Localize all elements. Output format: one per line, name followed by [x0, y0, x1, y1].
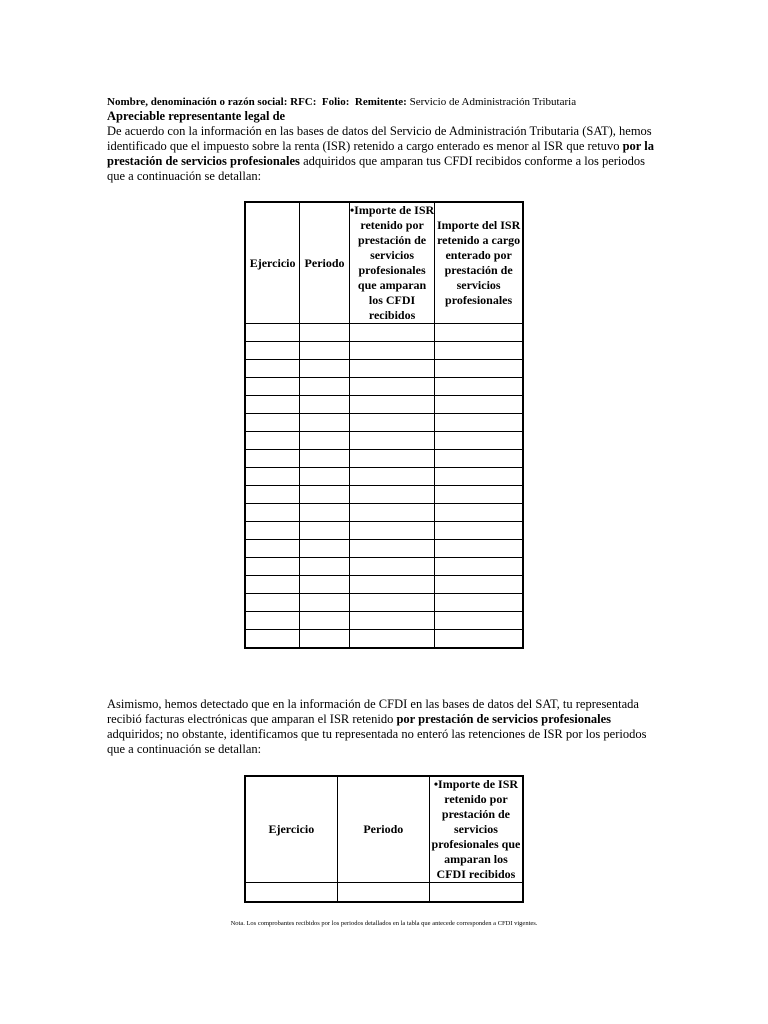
table-cell	[300, 522, 350, 540]
table-row	[245, 594, 523, 612]
col-header-periodo: Periodo	[337, 776, 429, 883]
table-cell	[245, 540, 300, 558]
table-cell	[435, 378, 523, 396]
col-header-ejercicio: Ejercicio	[245, 202, 300, 324]
table-cell	[300, 360, 350, 378]
paragraph-1-text-a: De acuerdo con la información en las bases de datos del Servicio de Administración Tributaria (SAT), hemos identificado que el impuesto sobre la renta (ISR) retenido a cargo enterado es menor al ISR que retuvo	[107, 124, 652, 153]
table-header-row	[245, 776, 523, 883]
table-cell	[245, 396, 300, 414]
table-row	[245, 378, 523, 396]
table-cell	[435, 450, 523, 468]
table-cell	[245, 324, 300, 342]
table-cell	[435, 324, 523, 342]
table-cell	[245, 576, 300, 594]
table-row	[245, 324, 523, 342]
table-row	[245, 342, 523, 360]
table-row	[245, 396, 523, 414]
table-cell	[300, 396, 350, 414]
table-row	[245, 486, 523, 504]
table-cell	[349, 450, 434, 468]
table-cell	[300, 594, 350, 612]
table-cell	[245, 594, 300, 612]
table-cell	[349, 396, 434, 414]
paragraph-2-bold: por prestación de servicios profesionales	[396, 712, 612, 726]
table-cell	[245, 414, 300, 432]
table-row	[245, 522, 523, 540]
table-cell	[349, 612, 434, 630]
table-cell	[300, 612, 350, 630]
sender-label: Remitente:	[354, 96, 407, 108]
table-cell	[300, 504, 350, 522]
table-2-body	[245, 883, 523, 903]
table-row	[245, 414, 523, 432]
table-cell	[435, 576, 523, 594]
folio-label: Folio:	[321, 96, 350, 108]
table-cell	[349, 360, 434, 378]
table-row	[245, 504, 523, 522]
table-1-body	[245, 324, 523, 649]
table-cell	[300, 432, 350, 450]
table-cell	[245, 486, 300, 504]
table-cell	[435, 558, 523, 576]
table-row	[245, 883, 523, 903]
col-header-isr-retenido: •Importe de ISR retenido por prestación de servicios profesionales que amparan los CFDI recibidos	[349, 203, 435, 322]
isr-table-1	[244, 201, 524, 649]
table-row	[245, 468, 523, 486]
table-cell	[245, 378, 300, 396]
table-row	[245, 540, 523, 558]
table-cell	[300, 378, 350, 396]
table-row	[245, 576, 523, 594]
table-cell	[349, 540, 434, 558]
table-cell	[300, 486, 350, 504]
table-cell	[349, 468, 434, 486]
table-cell	[349, 630, 434, 649]
table-cell	[435, 468, 523, 486]
table-cell	[435, 522, 523, 540]
paragraph-2	[107, 697, 663, 757]
table-cell	[349, 324, 434, 342]
table-row	[245, 432, 523, 450]
salutation: Apreciable representante legal de	[107, 109, 286, 123]
table-cell	[349, 522, 434, 540]
table-cell	[300, 414, 350, 432]
table-cell	[245, 558, 300, 576]
col-header-isr-retenido: •Importe de ISR retenido por prestación de servicios profesionales que amparan los CFDI recibidos	[429, 776, 523, 883]
table-cell	[435, 342, 523, 360]
isr-table-2	[244, 775, 524, 903]
table-cell	[435, 504, 523, 522]
table-cell	[349, 342, 434, 360]
table-cell	[245, 432, 300, 450]
table-cell	[245, 450, 300, 468]
col-header-periodo: Periodo	[300, 202, 350, 324]
paragraph-2-text-b: adquiridos; no obstante, identificamos que tu representada no enteró las retenciones de ISR por los periodos que a continuación se detallan:	[107, 727, 647, 756]
table-cell	[435, 630, 523, 649]
table-row	[245, 360, 523, 378]
table-row	[245, 558, 523, 576]
table-cell	[245, 468, 300, 486]
table-cell	[349, 432, 434, 450]
table-cell	[435, 540, 523, 558]
col-header-ejercicio: Ejercicio	[245, 776, 337, 883]
sender-value: Servicio de Administración Tributaria	[409, 96, 577, 108]
table-cell	[300, 450, 350, 468]
rfc-label: RFC:	[290, 96, 317, 108]
table-cell	[349, 378, 434, 396]
table-row	[245, 450, 523, 468]
table-cell	[300, 342, 350, 360]
table-cell	[300, 540, 350, 558]
header-line	[107, 95, 667, 109]
table-cell	[245, 612, 300, 630]
table-cell	[435, 414, 523, 432]
paragraph-1	[107, 124, 663, 184]
table-cell	[349, 558, 434, 576]
table-cell	[435, 486, 523, 504]
table-cell	[435, 360, 523, 378]
table-cell	[435, 396, 523, 414]
table-cell	[300, 324, 350, 342]
table-row	[245, 630, 523, 649]
table-cell	[245, 522, 300, 540]
paragraph-2-text-a: Asimismo, hemos detectado que en la información de CFDI en las bases de datos del SAT, tu representada recibió facturas electrónicas que amparan el ISR retenido	[107, 697, 639, 726]
table-cell	[245, 342, 300, 360]
table-cell	[349, 504, 434, 522]
table-header-row	[245, 202, 523, 324]
table-cell	[349, 486, 434, 504]
col-header-isr-enterado: Importe del ISR retenido a cargo enterado por prestación de servicios profesionales	[435, 202, 523, 324]
table-cell	[435, 612, 523, 630]
table-cell	[349, 576, 434, 594]
table-cell	[337, 883, 429, 903]
table-cell	[435, 594, 523, 612]
table-row	[245, 612, 523, 630]
table-cell	[429, 883, 523, 903]
table-cell	[435, 432, 523, 450]
table-cell	[245, 883, 337, 903]
name-label: Nombre, denominación o razón social:	[107, 96, 288, 108]
table-cell	[300, 576, 350, 594]
table-cell	[245, 630, 300, 649]
table-cell	[245, 504, 300, 522]
paragraph-1-text-b: adquiridos que amparan tus CFDI recibidos conforme a los periodos que a continuación se detallan:	[107, 154, 645, 183]
footnote: Nota. Los comprobantes recibidos por los periodos detallados en la tabla que antecede corresponden a CFDI vigentes.	[230, 920, 538, 927]
paragraph-1-bold: por la prestación de servicios profesionales	[107, 139, 654, 168]
table-cell	[300, 468, 350, 486]
table-cell	[300, 558, 350, 576]
table-cell	[349, 594, 434, 612]
table-cell	[300, 630, 350, 649]
table-cell	[245, 360, 300, 378]
table-cell	[349, 414, 434, 432]
